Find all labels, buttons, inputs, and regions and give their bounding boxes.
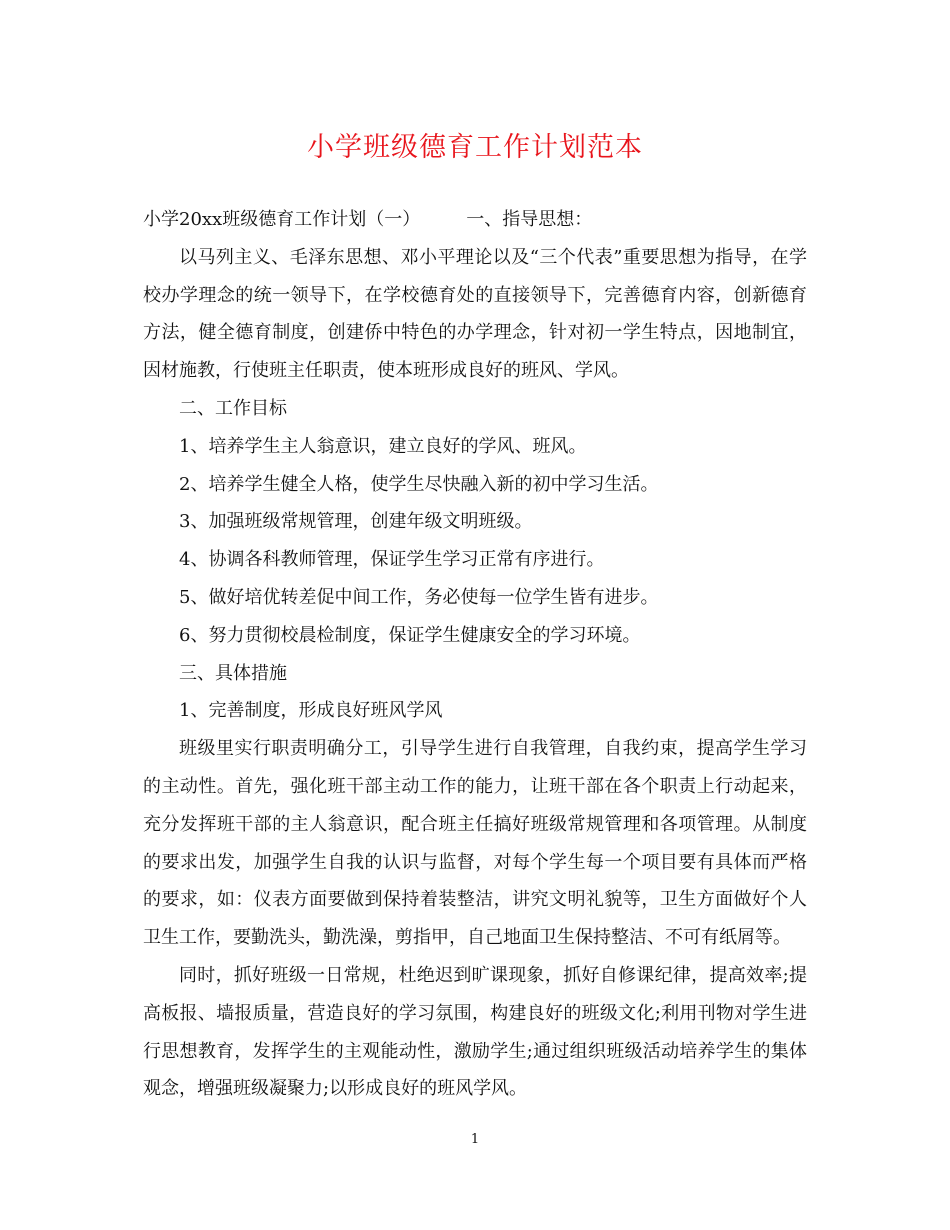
goal-item-3: 3、加强班级常规管理，创建年级文明班级。	[179, 511, 533, 533]
goal-item-1: 1、培养学生主人翁意识，建立良好的学风、班风。	[179, 435, 587, 457]
paragraph-guiding-ideology: 以马列主义、毛泽东思想、邓小平理论以及“三个代表”重要思想为指导，在学校办学理念的统一领导下，在学校德育处的直接领导下，完善德育内容，创新德育方法，健全德育制度，创建侨中特色的办学理念，针对初一学生特点，因地制宜，因材施教，行使班主任职责，使本班形成良好的班风、学风。	[143, 246, 807, 382]
paragraph-daily-routine: 同时，抓好班级一日常规，杜绝迟到旷课现象，抓好自修课纪律，提高效率;提高板报、墙报质量，营造良好的学习氛围，构建良好的班级文化;利用刊物对学生进行思想教育，发挥学生的主观能动性，激励学生;通过组织班级活动培养学生的集体观念，增强班级凝聚力;以形成良好的班风学风。	[143, 964, 807, 1100]
section-heading-work-goals: 二、工作目标	[179, 397, 287, 419]
document-title: 小学班级德育工作计划范本	[307, 132, 643, 163]
measure-item-1: 1、完善制度，形成良好班风学风	[179, 700, 443, 722]
goal-item-5: 5、做好培优转差促中间工作，务必使每一位学生皆有进步。	[179, 586, 659, 608]
goal-item-4: 4、协调各科教师管理，保证学生学习正常有序进行。	[179, 549, 605, 571]
plan-heading-line	[143, 201, 807, 239]
paragraph-class-management: 班级里实行职责明确分工，引导学生进行自我管理，自我约束，提高学生学习的主动性。首先，强化班干部主动工作的能力，让班干部在各个职责上行动起来，充分发挥班干部的主人翁意识，配合班主任搞好班级常规管理和各项管理。从制度的要求出发，加强学生自我的认识与监督，对每个学生每一个项目要有具体而严格的要求，如：仪表方面要做到保持着装整洁，讲究文明礼貌等，卫生方面做好个人卫生工作，要勤洗头，勤洗澡，剪指甲，自己地面卫生保持整洁、不可有纸屑等。	[143, 738, 807, 949]
goal-item-6: 6、努力贯彻校晨检制度，保证学生健康安全的学习环境。	[179, 624, 641, 646]
document-body	[143, 201, 807, 1108]
section-heading-guiding-ideology: 一、指导思想：	[466, 209, 593, 230]
page-number: 1	[470, 1132, 480, 1147]
goal-item-2: 2、培养学生健全人格，使学生尽快融入新的初中学习生活。	[179, 473, 659, 495]
plan-subtitle: 小学20xx班级德育工作计划（一）	[143, 209, 421, 230]
section-heading-measures: 三、具体措施	[179, 662, 287, 684]
